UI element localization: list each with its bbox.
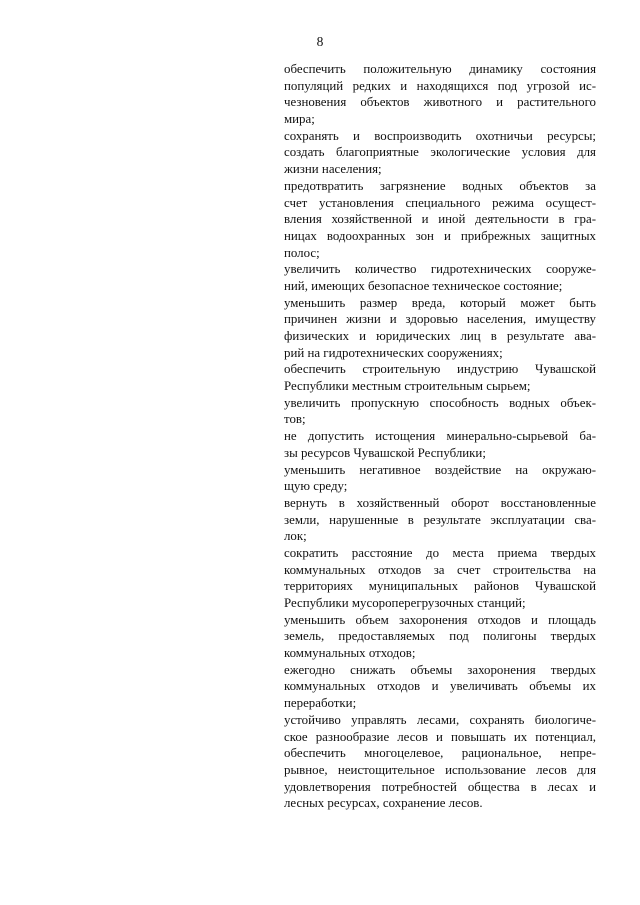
text-line: рий на гидротехнических сооружениях; bbox=[284, 345, 503, 360]
paragraph-land-restoration bbox=[284, 495, 596, 545]
body-text bbox=[284, 61, 596, 812]
text-line: территориях муниципальных районов Чувашской bbox=[284, 579, 596, 594]
text-line: Республики местным строительным сырьем; bbox=[284, 379, 531, 394]
text-line: мира; bbox=[284, 112, 315, 127]
text-line: устойчиво управлять лесами, сохранять биологиче- bbox=[284, 712, 596, 727]
text-line: сократить расстояние до места приема твердых bbox=[284, 545, 596, 560]
paragraph-hunting-resources bbox=[284, 128, 596, 145]
text-line: ний, имеющих безопасное техническое состояние; bbox=[284, 278, 563, 293]
text-line: обеспечить многоцелевое, рациональное, непре- bbox=[284, 746, 596, 761]
text-line: земли, нарушенные в результате эксплуатации сва- bbox=[284, 512, 596, 527]
paragraph-hydraulic-structures bbox=[284, 261, 596, 294]
text-line: коммунальных отходов; bbox=[284, 646, 416, 661]
paragraph-dynamics bbox=[284, 61, 596, 128]
text-line: обеспечить положительную динамику состояния bbox=[284, 62, 596, 76]
text-line: тов; bbox=[284, 412, 306, 427]
text-line: сохранять и воспроизводить охотничьи ресурсы; bbox=[284, 128, 596, 143]
page-number: 8 bbox=[316, 34, 324, 49]
paragraph-waste-processing bbox=[284, 662, 596, 712]
text-line: чезновения объектов животного и растительного bbox=[284, 95, 596, 110]
text-line: жизни населения; bbox=[284, 162, 382, 177]
text-line: предотвратить загрязнение водных объектов за bbox=[284, 178, 596, 193]
text-line: вления хозяйственной и иной деятельности в гра- bbox=[284, 212, 596, 227]
text-line: вернуть в хозяйственный оборот восстановленные bbox=[284, 495, 596, 510]
text-line: рывное, неистощительное использование лесов для bbox=[284, 762, 596, 777]
text-line: не допустить истощения минерально-сырьевой ба- bbox=[284, 429, 596, 444]
text-line: счет установления специального режима осущест- bbox=[284, 195, 596, 210]
paragraph-water-capacity bbox=[284, 395, 596, 428]
text-line: переработки; bbox=[284, 696, 357, 711]
text-line: полос; bbox=[284, 245, 320, 260]
text-line: Республики мусороперегрузочных станций; bbox=[284, 596, 526, 610]
text-line: щую среду; bbox=[284, 479, 348, 494]
text-line: коммунальных отходов за счет строительства на bbox=[284, 562, 596, 577]
text-line: ежегодно снижать объемы захоронения твердых bbox=[284, 662, 596, 677]
text-line: причинен жизни и здоровью населения, имуществу bbox=[284, 312, 596, 327]
paragraph-waste-transfer-stations bbox=[284, 545, 596, 612]
text-line: уменьшить негативное воздействие на окружаю- bbox=[284, 462, 596, 477]
text-line: уменьшить размер вреда, который может быть bbox=[284, 295, 596, 310]
paragraph-ecological-conditions bbox=[284, 144, 596, 177]
text-line: увеличить количество гидротехнических сооруже- bbox=[284, 262, 596, 277]
paragraph-damage-reduction bbox=[284, 295, 596, 362]
text-line: зы ресурсов Чувашской Республики; bbox=[284, 445, 486, 460]
text-line: ницах водоохранных зон и прибрежных защитных bbox=[284, 228, 596, 243]
text-line: создать благоприятные экологические условия для bbox=[284, 145, 596, 160]
text-line: земель, предоставляемых под полигоны твердых bbox=[284, 629, 596, 644]
text-line: физических и юридических лиц в результате ава- bbox=[284, 329, 596, 343]
text-line: лесных ресурсах, сохранение лесов. bbox=[284, 796, 483, 811]
text-line: популяций редких и находящихся под угрозой ис- bbox=[284, 78, 596, 93]
paragraph-environmental-impact bbox=[284, 462, 596, 495]
paragraph-landfill-reduction bbox=[284, 612, 596, 662]
paragraph-water-pollution bbox=[284, 178, 596, 261]
text-line: увеличить пропускную способность водных объек- bbox=[284, 395, 596, 410]
text-line: лок; bbox=[284, 529, 307, 544]
text-line: удовлетворения потребностей общества в лесах и bbox=[284, 779, 596, 794]
text-line: уменьшить объем захоронения отходов и площадь bbox=[284, 612, 596, 627]
text-line: коммунальных отходов и увеличивать объемы их bbox=[284, 679, 596, 694]
text-line: ское разнообразие лесов и повышать их потенциал, bbox=[284, 729, 596, 744]
paragraph-forest-management bbox=[284, 712, 596, 812]
paragraph-mineral-resources bbox=[284, 428, 596, 461]
paragraph-construction-materials bbox=[284, 361, 596, 394]
text-line: обеспечить строительную индустрию Чувашской bbox=[284, 362, 596, 377]
